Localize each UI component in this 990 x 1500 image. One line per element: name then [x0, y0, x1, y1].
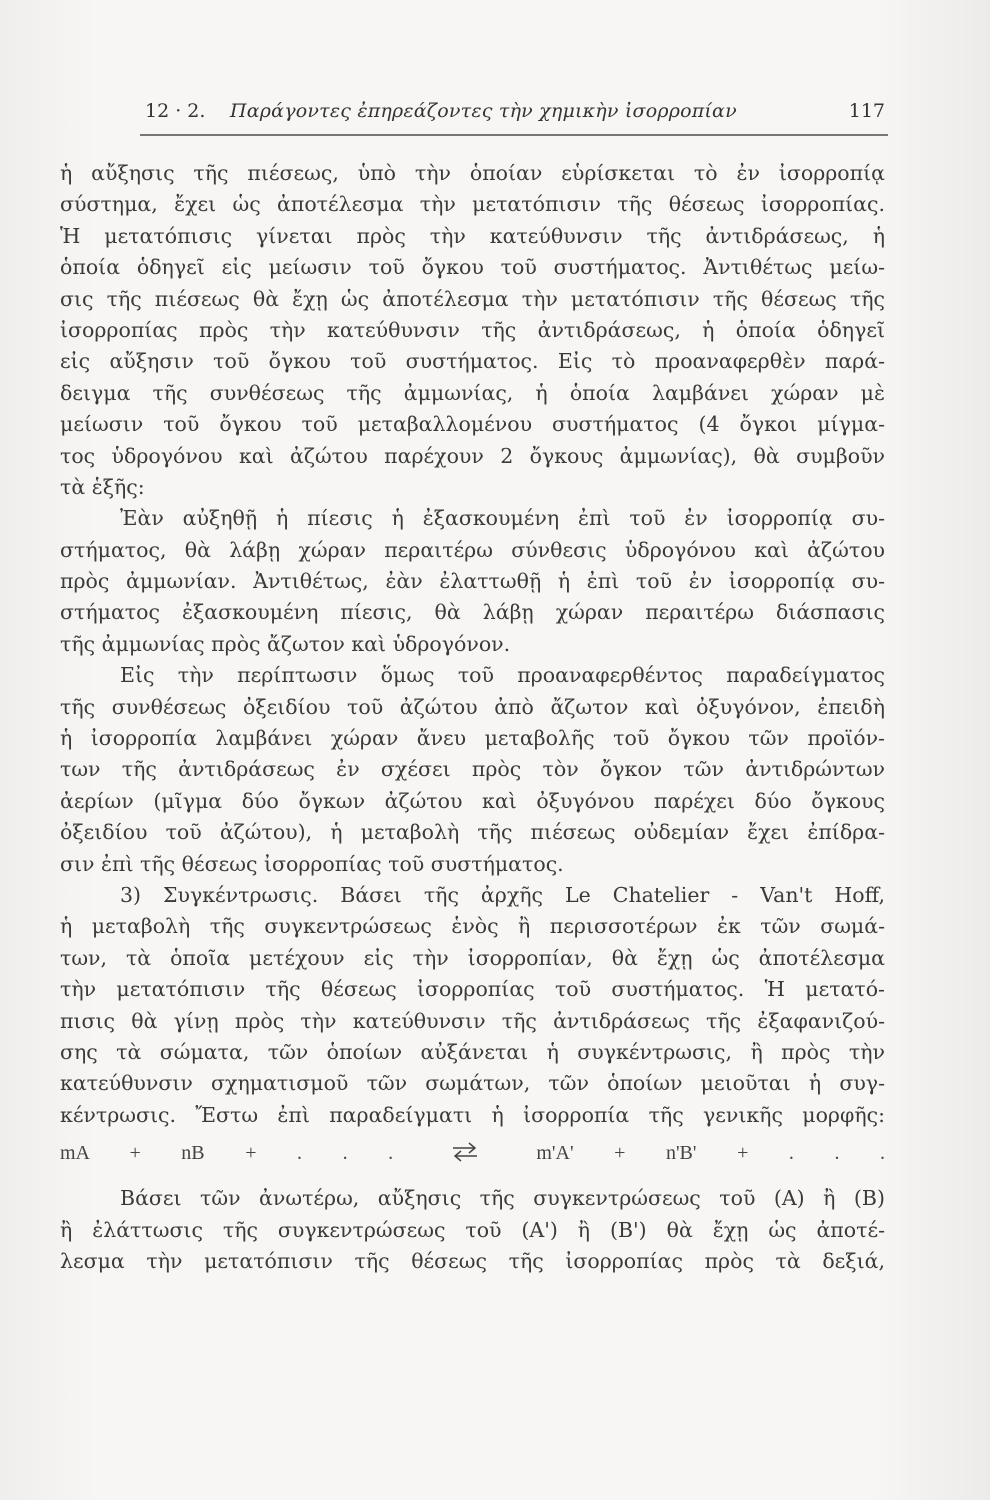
text-line: τὴν μετατόπισιν τῆς θέσεως ἰσορροπίας τοῦ συστήματος. Ἡ μετατό-: [60, 977, 885, 1002]
text-line: δειγμα τῆς συνθέσεως τῆς ἀμμωνίας, ἡ ὁποία λαμβάνει χώραν μὲ: [60, 380, 885, 405]
text-line: τὰ ἑξῆς:: [60, 474, 145, 499]
text-line: μείωσιν τοῦ ὄγκου τοῦ μεταβαλλομένου συστήματος (4 ὄγκοι μίγμα-: [60, 412, 885, 437]
text-line: Ἐὰν αὐξηθῇ ἡ πίεσις ἡ ἐξασκουμένη ἐπὶ τοῦ ἐν ἰσορροπίᾳ συ-: [120, 506, 885, 531]
text-line: των τῆς ἀντιδράσεως ἐν σχέσει πρὸς τὸν ὄγκον τῶν ἀντιδρώντων: [60, 757, 885, 782]
section-number: 12 · 2.: [145, 100, 206, 122]
text-line: ἡ μεταβολὴ τῆς συγκεντρώσεως ἑνὸς ἢ περισσοτέρων ἐκ τῶν σωμά-: [60, 914, 885, 939]
text-line: ἰσορροπίας πρὸς τὴν κατεύθυνσιν τῆς ἀντιδράσεως, ἡ ὁποία ὁδηγεῖ: [60, 317, 885, 342]
header-rule: [140, 134, 888, 136]
page-number: 117: [848, 100, 885, 122]
running-title: Παράγοντες ἐπηρεάζοντες τὴν χημικὴν ἰσορροπίαν: [230, 100, 737, 122]
body-text: [60, 158, 885, 1277]
text-line: στήματος, θὰ λάβῃ χώραν περαιτέρω σύνθεσις ὑδρογόνου καὶ ἀζώτου: [60, 537, 885, 562]
text-line: ἢ ἐλάττωσις τῆς συγκεντρώσεως τοῦ (A') ἢ (B') θὰ ἔχῃ ὡς ἀποτέ-: [60, 1217, 885, 1242]
text-line: Εἰς τὴν περίπτωσιν ὅμως τοῦ προαναφερθέντος παραδείγματος: [120, 663, 885, 688]
text-line: εἰς αὔξησιν τοῦ ὄγκου τοῦ συστήματος. Εἰς τὸ προαναφερθὲν παρά-: [60, 349, 885, 374]
text-line: ὀξειδίου τοῦ ἀζώτου), ἡ μεταβολὴ τῆς πιέσεως οὐδεμίαν ἔχει ἐπίδρα-: [60, 820, 885, 845]
equilibrium-arrows-icon: [452, 1141, 478, 1163]
text-line: ὁποία ὁδηγεῖ εἰς μείωσιν τοῦ ὄγκου τοῦ συστήματος. Ἀντιθέτως μείω-: [60, 255, 885, 280]
formula-reactants: mA + nB + . . .: [60, 1142, 394, 1165]
equilibrium-formula: [60, 1137, 885, 1179]
text-line: τῆς ἀμμωνίας πρὸς ἄζωτον καὶ ὑδρογόνον.: [60, 631, 511, 656]
text-line: των, τὰ ὁποῖα μετέχουν εἰς τὴν ἰσορροπίαν, θὰ ἔχῃ ὡς ἀποτέλεσμα: [60, 945, 885, 970]
text-line: ἀερίων (μῖγμα δύο ὄγκων ἀζώτου καὶ ὀξυγόνου παρέχει δύο ὄγκους: [60, 788, 885, 813]
text-line: σιν ἐπὶ τῆς θέσεως ἰσορροπίας τοῦ συστήματος.: [60, 851, 564, 876]
text-line: σύστημα, ἔχει ὡς ἀποτέλεσμα τὴν μετατόπισιν τῆς θέσεως ἰσορροπίας.: [60, 192, 885, 217]
running-head: [145, 100, 885, 130]
text-line: πρὸς ἀμμωνίαν. Ἀντιθέτως, ἐὰν ἐλαττωθῇ ἡ ἐπὶ τοῦ ἐν ἰσορροπίᾳ συ-: [60, 569, 885, 594]
text-line: τος ὑδρογόνου καὶ ἀζώτου παρέχουν 2 ὄγκους ἀμμωνίας), θὰ συμβοῦν: [60, 443, 885, 468]
text-line: ἡ ἰσορροπία λαμβάνει χώραν ἄνευ μεταβολῆς τοῦ ὄγκου τῶν προϊόν-: [60, 726, 885, 751]
text-line: κέντρωσις. Ἔστω ἐπὶ παραδείγματι ἡ ἰσορροπία τῆς γενικῆς μορφῆς:: [60, 1102, 885, 1127]
text-line: στήματος ἐξασκουμένη πίεσις, θὰ λάβῃ χώραν περαιτέρω διάσπασις: [60, 600, 885, 625]
text-line: σις τῆς πιέσεως θὰ ἔχῃ ὡς ἀποτέλεσμα τὴν μετατόπισιν τῆς θέσεως τῆς: [60, 286, 885, 311]
text-line: 3) Συγκέντρωσις. Βάσει τῆς ἀρχῆς Le Chatelier - Van't Hoff,: [120, 882, 885, 907]
text-line: σης τὰ σώματα, τῶν ὁποίων αὐξάνεται ἡ συγκέντρωσις, ἢ πρὸς τὴν: [60, 1039, 885, 1064]
text-line: κατεύθυνσιν σχηματισμοῦ τῶν σωμάτων, τῶν ὁποίων μειοῦται ἡ συγ-: [60, 1071, 885, 1096]
formula-products: m'A' + n'B' + . . .: [536, 1142, 886, 1165]
text-line: λεσμα τὴν μετατόπισιν τῆς θέσεως τῆς ἰσορροπίας πρὸς τὰ δεξιά,: [60, 1248, 885, 1273]
text-line: τῆς συνθέσεως ὀξειδίου τοῦ ἀζώτου ἀπὸ ἄζωτον καὶ ὀξυγόνον, ἐπειδὴ: [60, 694, 885, 719]
text-line: ἡ αὔξησις τῆς πιέσεως, ὑπὸ τὴν ὁποίαν εὑρίσκεται τὸ ἐν ἰσορροπίᾳ: [60, 161, 885, 185]
text-line: Ἡ μετατόπισις γίνεται πρὸς τὴν κατεύθυνσιν τῆς ἀντιδράσεως, ἡ: [60, 223, 885, 248]
text-line: Βάσει τῶν ἀνωτέρω, αὔξησις τῆς συγκεντρώσεως τοῦ (A) ἢ (B): [120, 1186, 885, 1211]
text-line: πισις θὰ γίνῃ πρὸς τὴν κατεύθυνσιν τῆς ἀντιδράσεως τῆς ἐξαφανιζού-: [60, 1008, 885, 1033]
